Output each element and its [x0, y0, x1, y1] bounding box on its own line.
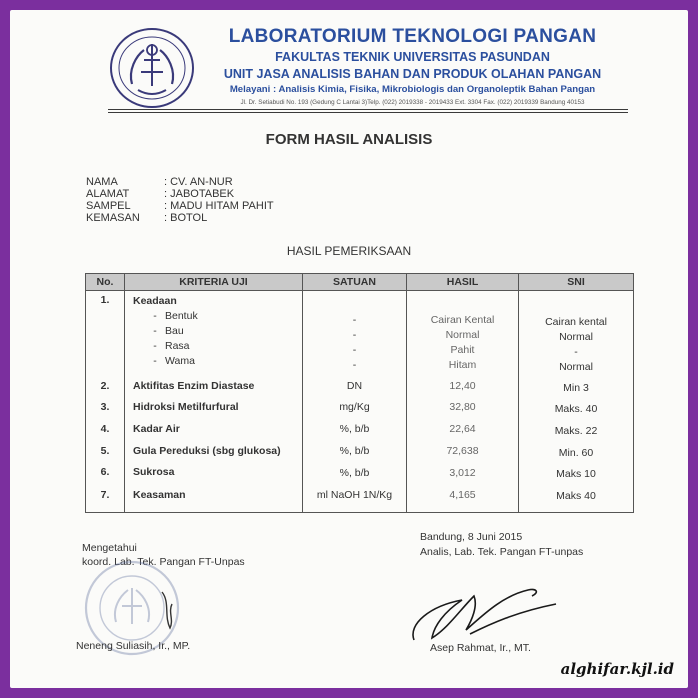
- table-row: [86, 419, 634, 441]
- table-row: [86, 397, 634, 419]
- analyst-title: Analis, Lab. Tek. Pangan FT-unpas: [420, 546, 584, 558]
- list-item: - Wama: [153, 355, 195, 367]
- table-header-row: [86, 274, 634, 291]
- row-sni: Maks. 22: [519, 419, 634, 441]
- info-label: NAMA: [86, 176, 118, 188]
- header-divider-thin: [108, 112, 628, 113]
- row-sni: Min. 60: [519, 441, 634, 463]
- row-sni: Maks. 40: [519, 397, 634, 419]
- row-no: 5.: [86, 441, 125, 463]
- row-criteria: Gula Pereduksi (sbg glukosa): [125, 441, 303, 463]
- results-title: HASIL PEMERIKSAAN: [286, 244, 412, 258]
- row-criteria: Keasaman: [125, 485, 303, 512]
- info-label: ALAMAT: [86, 188, 130, 200]
- list-item: - Bau: [153, 325, 184, 337]
- row-hasil: 32,80: [407, 397, 519, 419]
- row-hasil: 3,012: [407, 463, 519, 485]
- row-hasil: Cairan Kental Normal Pahit Hitam: [407, 291, 519, 376]
- row-criteria: [125, 291, 303, 376]
- header-sni: SNI: [519, 274, 634, 291]
- row-satuan: DN: [303, 375, 407, 397]
- info-row-sampel: [86, 200, 274, 212]
- info-label: SAMPEL: [86, 200, 131, 212]
- info-value: : BOTOL: [164, 212, 208, 224]
- row-criteria: Aktifitas Enzim Diastase: [125, 375, 303, 397]
- row-sni: Cairan kental Normal - Normal: [519, 291, 634, 376]
- info-row-kemasan: [86, 212, 207, 224]
- row-satuan: ml NaOH 1N/Kg: [303, 485, 407, 512]
- coordinator-name: Neneng Suliasih, Ir., MP.: [76, 640, 191, 652]
- row-no: 2.: [86, 375, 125, 397]
- info-value: : MADU HITAM PAHIT: [164, 200, 274, 212]
- header-satuan: SATUAN: [303, 274, 407, 291]
- results-table: [85, 273, 634, 513]
- info-value: : JABOTABEK: [164, 188, 235, 200]
- list-item: - Rasa: [153, 340, 190, 352]
- row-satuan: %, b/b: [303, 441, 407, 463]
- university-logo-icon: [108, 26, 196, 110]
- row-no: 7.: [86, 485, 125, 512]
- lab-title: LABORATORIUM TEKNOLOGI PANGAN: [228, 26, 597, 47]
- table-row: [86, 375, 634, 397]
- row-criteria: Kadar Air: [125, 419, 303, 441]
- approval-label: Mengetahui: [82, 542, 137, 554]
- row-no: 4.: [86, 419, 125, 441]
- row-sni: Maks 40: [519, 485, 634, 512]
- table-row: [86, 441, 634, 463]
- list-item: - Bentuk: [153, 310, 198, 322]
- form-title: FORM HASIL ANALISIS: [265, 131, 433, 148]
- row-satuan: - - - -: [303, 291, 407, 376]
- sub-criteria-list: [133, 309, 302, 369]
- info-row-alamat: [86, 188, 234, 200]
- row-hasil: 22,64: [407, 419, 519, 441]
- row-no: 6.: [86, 463, 125, 485]
- services-line: Melayani : Analisis Kimia, Fisika, Mikrobiologis dan Organoleptik Bahan Pangan: [229, 84, 596, 95]
- analyst-name: Asep Rahmat, Ir., MT.: [430, 642, 531, 654]
- row-no: 3.: [86, 397, 125, 419]
- row-satuan: %, b/b: [303, 463, 407, 485]
- row-satuan: mg/Kg: [303, 397, 407, 419]
- criteria-name: Keadaan: [133, 295, 177, 307]
- coordinator-title: koord. Lab. Tek. Pangan FT-Unpas: [82, 556, 245, 568]
- row-hasil: 4,165: [407, 485, 519, 512]
- header-hasil: HASIL: [407, 274, 519, 291]
- table-row: [86, 463, 634, 485]
- header-kriteria: KRITERIA UJI: [125, 274, 303, 291]
- watermark-text: alghifar.kjl.id: [560, 660, 674, 678]
- sign-date: Bandung, 8 Juni 2015: [420, 531, 523, 543]
- row-sni: Maks 10: [519, 463, 634, 485]
- row-hasil: 72,638: [407, 441, 519, 463]
- table-row: [86, 485, 634, 512]
- address-line: Jl. Dr. Setiabudi No. 193 (Gedung C Lantai 3)Telp. (022) 2019338 - 2019433 Ext. 3304 Fax. (022) 2019339 Bandung 40153: [240, 99, 585, 106]
- table-row-keadaan: [86, 291, 634, 376]
- row-satuan: %, b/b: [303, 419, 407, 441]
- document-page: [10, 10, 688, 688]
- faculty-name: FAKULTAS TEKNIK UNIVERSITAS PASUNDAN: [275, 50, 550, 64]
- header-no: No.: [86, 274, 125, 291]
- unit-name: UNIT JASA ANALISIS BAHAN DAN PRODUK OLAHAN PANGAN: [223, 67, 602, 81]
- info-row-nama: [86, 176, 233, 188]
- signature-icon: [404, 576, 572, 652]
- row-criteria: Hidroksi Metilfurfural: [125, 397, 303, 419]
- row-hasil: 12,40: [407, 375, 519, 397]
- row-no: 1.: [86, 291, 125, 376]
- row-sni: Min 3: [519, 375, 634, 397]
- info-label: KEMASAN: [86, 212, 140, 224]
- info-value: : CV. AN-NUR: [164, 176, 233, 188]
- header-divider: [108, 109, 628, 110]
- row-criteria: Sukrosa: [125, 463, 303, 485]
